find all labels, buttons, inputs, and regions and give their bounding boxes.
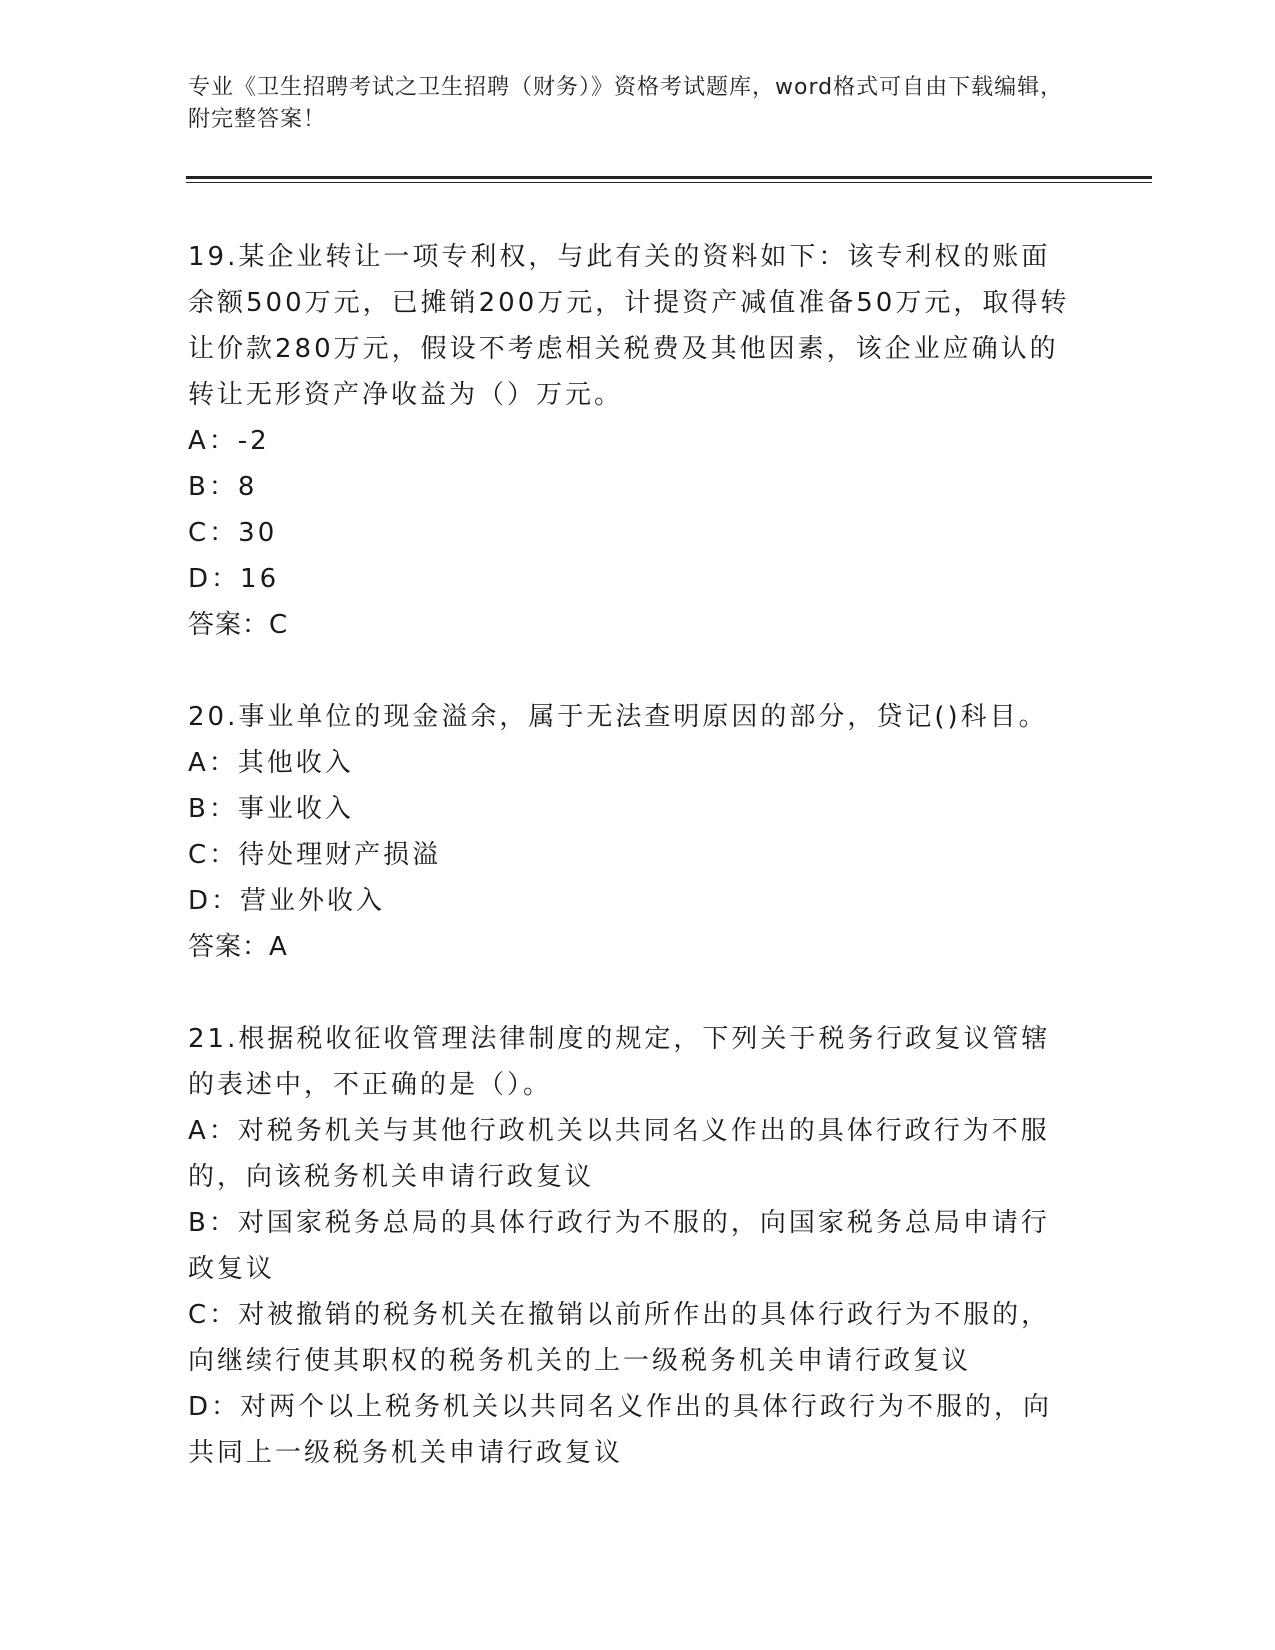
header-divider-thick	[186, 176, 1152, 179]
option-c: C：待处理财产损溢	[188, 840, 442, 870]
option-b: B：事业收入	[188, 794, 354, 824]
question-20	[188, 694, 1078, 970]
question-spacer	[188, 648, 1078, 694]
option-a: A：其他收入	[188, 748, 354, 778]
option-d: D：16	[188, 564, 280, 594]
question-21	[188, 1016, 1078, 1476]
option-b: B：8	[188, 472, 258, 502]
option-c: C：30	[188, 518, 278, 548]
option-c: C：对被撤销的税务机关在撤销以前所作出的具体行政行为不服的，向继续行使其职权的税务机关的上一级税务机关申请行政复议	[188, 1300, 1051, 1376]
option-a: A：-2	[188, 426, 270, 456]
question-stem: 21.根据税收征收管理法律制度的规定，下列关于税务行政复议管辖的表述中，不正确的是（）。	[188, 1024, 1051, 1100]
option-d: D：营业外收入	[188, 886, 386, 916]
question-list	[188, 234, 1078, 1476]
document-header	[188, 72, 1068, 136]
option-a: A：对税务机关与其他行政机关以共同名义作出的具体行政行为不服的，向该税务机关申请行政复议	[188, 1116, 1050, 1192]
question-stem: 20.事业单位的现金溢余，属于无法查明原因的部分，贷记()科目。	[188, 702, 1048, 732]
option-d: D：对两个以上税务机关以共同名义作出的具体行政行为不服的，向共同上一级税务机关申请行政复议	[188, 1392, 1053, 1468]
header-intro-text: 专业《卫生招聘考试之卫生招聘（财务）》资格考试题库，word格式可自由下载编辑，附完整答案！	[188, 75, 1064, 132]
question-spacer	[188, 970, 1078, 1016]
header-divider-thin	[186, 182, 1152, 183]
answer-line: 答案：A	[188, 932, 288, 962]
question-19	[188, 234, 1078, 648]
question-stem: 19.某企业转让一项专利权，与此有关的资料如下：该专利权的账面余额500万元，已摊销200万元，计提资产减值准备50万元，取得转让价款280万元，假设不考虑相关税费及其他因素，该企业应确认的转让无形资产净收益为（）万元。	[188, 242, 1070, 410]
option-b: B：对国家税务总局的具体行政行为不服的，向国家税务总局申请行政复议	[188, 1208, 1050, 1284]
answer-line: 答案：C	[188, 610, 289, 640]
